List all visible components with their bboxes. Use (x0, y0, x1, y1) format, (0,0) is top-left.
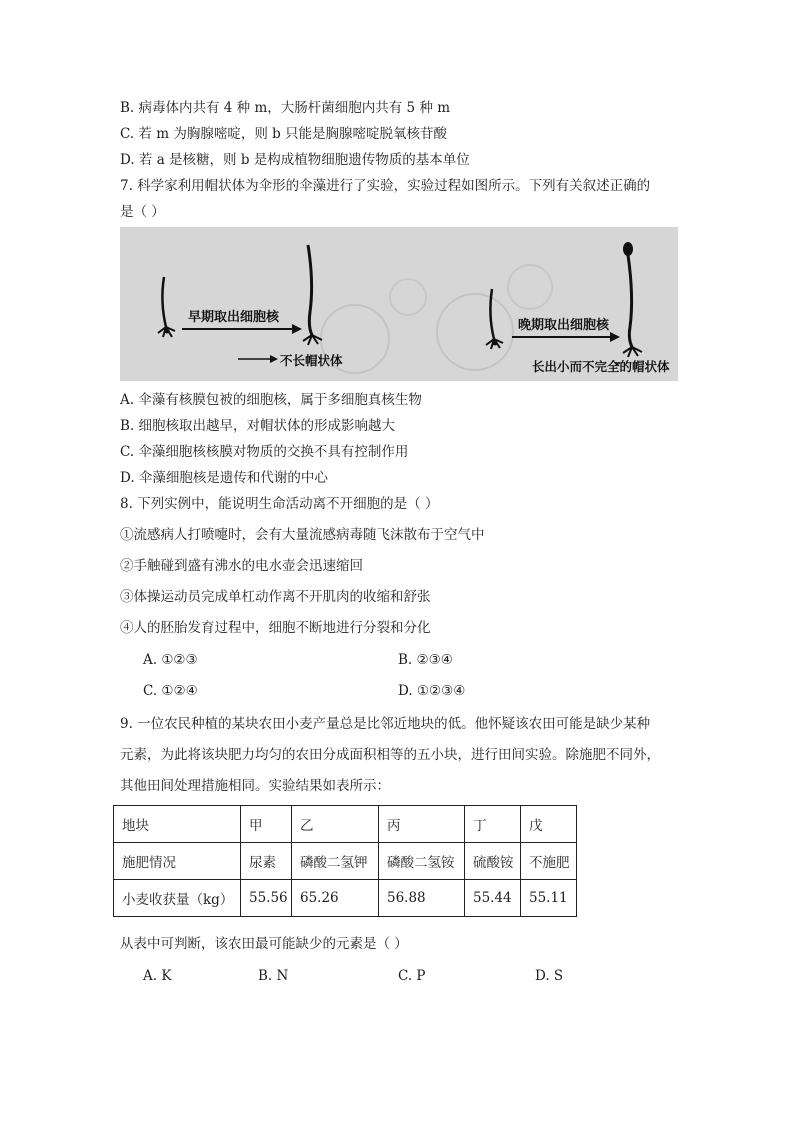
alga-small-cap-icon (623, 242, 642, 357)
label-small-cap: 长出小而不完全的帽状体 (532, 359, 670, 374)
table-cell: 56.88 (379, 880, 465, 917)
q9-stem-line1: 9. 一位农民种植的某块农田小麦产量总是比邻近地块的低。他怀疑该农田可能是缺少某种 (120, 716, 651, 732)
label-late-removal: 晚期取出细胞核 (518, 318, 610, 333)
q8-item-3: ③体操运动员完成单杠动作离不开肌肉的收缩和舒张 (120, 589, 431, 605)
table-cell: 55.44 (465, 880, 521, 917)
label-early-removal: 早期取出细胞核 (188, 310, 280, 325)
alga-original-2-icon (486, 289, 503, 349)
q8-item-1: ①流感病人打喷嚏时，会有大量流感病毒随飞沫散布于空气中 (120, 527, 485, 543)
q7-stem-line1: 7. 科学家利用帽状体为伞形的伞藻进行了实验，实验过程如图所示。下列有关叙述正确的 (120, 178, 651, 194)
q8-option-c: C. ①②④ (143, 683, 198, 699)
q9-stem-line2: 元素，为此将该块肥力均匀的农田分成面积相等的五小块，进行田间实验。除施肥不同外， (120, 747, 660, 763)
fertilizer-results-table (113, 805, 577, 917)
label-no-cap: 不长帽状体 (280, 353, 343, 368)
table-row (114, 806, 577, 843)
q9-option-d: D. S (535, 968, 564, 984)
q9-option-a: A. K (143, 968, 172, 984)
q8-option-a: A. ①②③ (143, 652, 198, 668)
q6-option-b: B. 病毒体内共有 4 种 m，大肠杆菌细胞内共有 5 种 m (120, 100, 451, 116)
q8-item-2: ②手触碰到盛有沸水的电水壶会迅速缩回 (120, 558, 363, 574)
q9-option-b: B. N (258, 968, 289, 984)
table-cell: 丁 (465, 806, 521, 843)
table-cell: 磷酸二氢铵 (379, 843, 465, 880)
q7-option-a: A. 伞藻有核膜包被的细胞核，属于多细胞真核生物 (120, 392, 422, 408)
q9-stem-line3: 其他田间处理措施相同。实验结果如表所示： (120, 778, 390, 794)
q7-option-b: B. 细胞核取出越早，对帽状体的形成影响越大 (120, 418, 396, 434)
table-cell: 丙 (379, 806, 465, 843)
table-row (114, 880, 577, 917)
q8-stem: 8. 下列实例中，能说明生命活动离不开细胞的是（ ） (120, 496, 439, 512)
table-cell: 65.26 (292, 880, 379, 917)
table-cell: 尿素 (241, 843, 292, 880)
table-cell: 小麦收获量（kg） (114, 880, 241, 917)
alga-no-cap-icon (303, 245, 322, 345)
table-cell: 地块 (114, 806, 241, 843)
table-cell: 硫酸铵 (465, 843, 521, 880)
table-cell: 施肥情况 (114, 843, 241, 880)
table-row (114, 843, 577, 880)
q9-question: 从表中可判断，该农田最可能缺少的元素是（ ） (120, 936, 408, 952)
table-cell: 乙 (292, 806, 379, 843)
table-cell: 磷酸二氢钾 (292, 843, 379, 880)
table-cell: 甲 (241, 806, 292, 843)
q9-option-c: C. P (398, 968, 426, 984)
table-cell: 55.11 (521, 880, 577, 917)
table-cell: 不施肥 (521, 843, 577, 880)
q6-option-d: D. 若 a 是核糖，则 b 是构成植物细胞遗传物质的基本单位 (120, 152, 470, 168)
q7-stem-line2: 是（ ） (120, 204, 165, 220)
q8-option-d: D. ①②③④ (398, 683, 466, 699)
table-cell: 戊 (521, 806, 577, 843)
q7-option-d: D. 伞藻细胞核是遗传和代谢的中心 (120, 470, 328, 486)
table-cell: 55.56 (241, 880, 292, 917)
acetabularia-experiment-figure (120, 227, 678, 381)
q8-item-4: ④人的胚胎发育过程中，细胞不断地进行分裂和分化 (120, 620, 431, 636)
q6-option-c: C. 若 m 为胸腺嘧啶，则 b 只能是胸腺嘧啶脱氧核苷酸 (120, 126, 448, 142)
q7-option-c: C. 伞藻细胞核核膜对物质的交换不具有控制作用 (120, 444, 409, 460)
alga-original-icon (158, 277, 175, 337)
q8-option-b: B. ②③④ (398, 652, 453, 668)
